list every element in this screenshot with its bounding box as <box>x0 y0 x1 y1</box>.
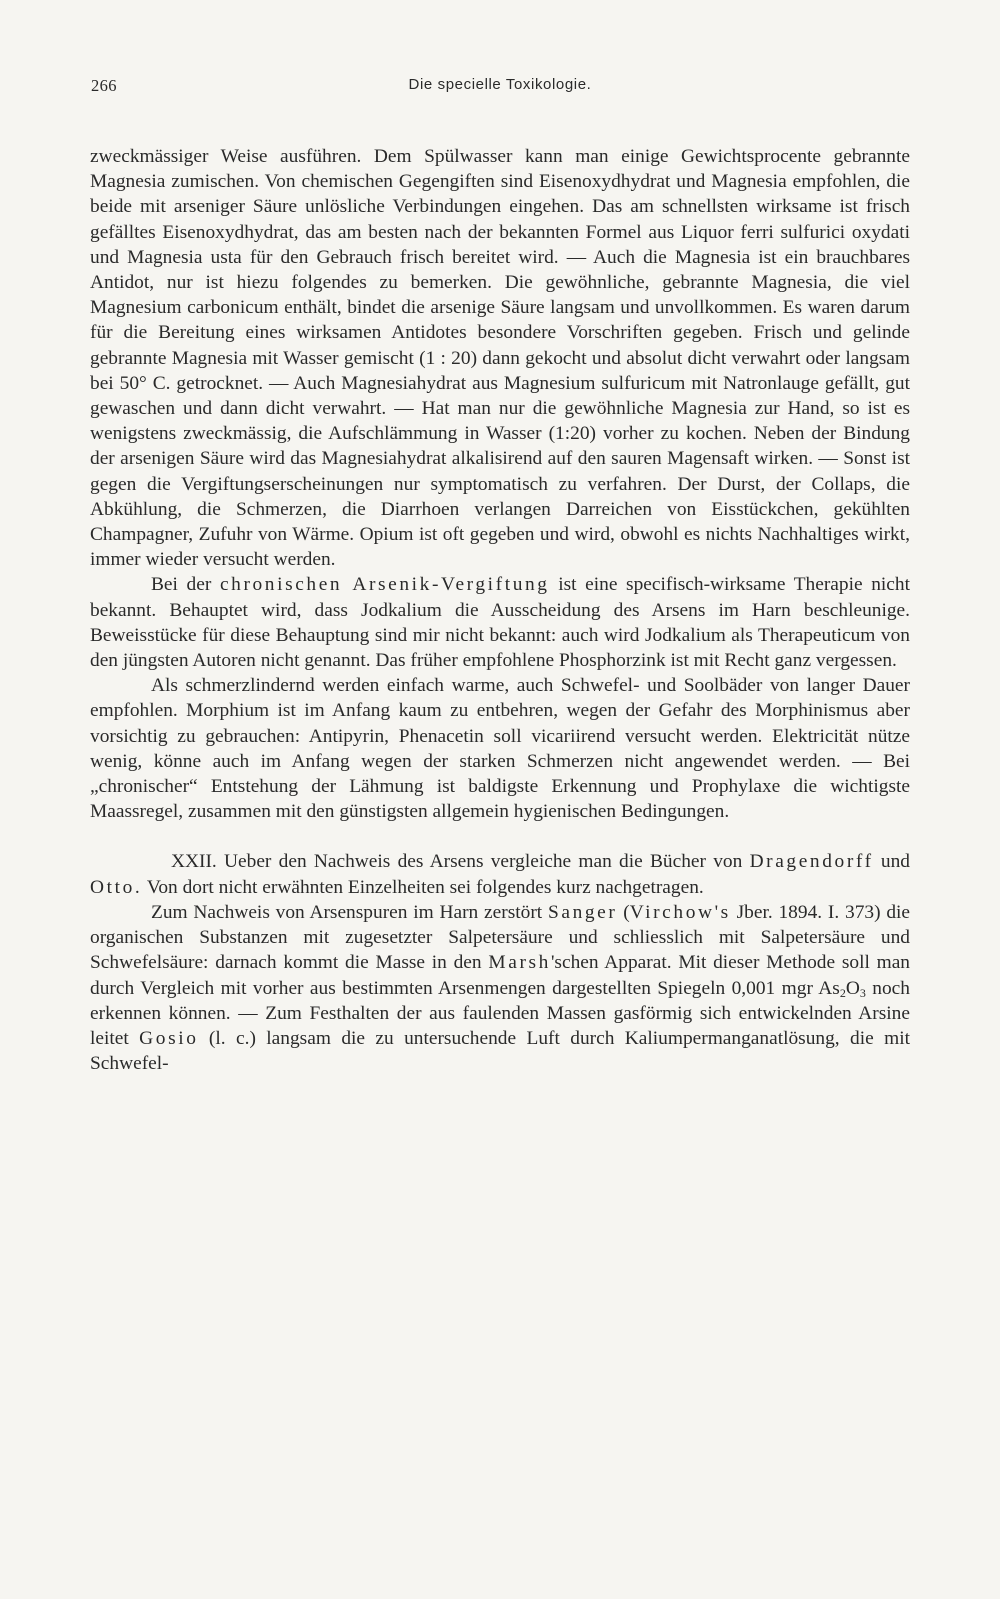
body-text <box>90 144 910 1076</box>
text-run: Zum Nachweis von Arsenspuren im Harn zerstört <box>151 901 543 923</box>
author-name: Dragendorff <box>749 851 874 873</box>
text-run: Bei der <box>151 574 212 596</box>
paragraph-arsenic-detection <box>90 900 910 1076</box>
running-header <box>90 66 910 106</box>
text-run: 'schen Apparat. Mit dieser Methode soll man durch Vergleich mit vorher aus bestimmten Arsenmengen dargestellten Spiegeln 0,001 mgr As <box>90 952 910 999</box>
paragraph-pain-relief: Als schmerzlindernd werden einfach warme, auch Schwefel- und Soolbäder von langer Dauer empfohlen. Morphium ist im Anfang kaum zu entbehren, wegen der Gefahr des Morphinismus aber vorsichtig zu gebrauchen: Antipyrin, Phenacetin soll vicariirend versucht werden. Elektricität nütze wenig, könne auch im Anfang wegen der starken Schmerzen nicht angewendet werden. — Bei „chronischer“ Entstehung der Lähmung ist baldigste Erkennung und Prophylaxe die wichtigste Maassregel, zusammen mit den günstigsten allgemein hygienischen Bedingungen. <box>90 675 910 823</box>
subscript: 3 <box>859 985 866 1000</box>
book-page <box>90 66 910 1566</box>
author-name: Virchow's <box>629 901 731 923</box>
text-run: O <box>845 977 860 999</box>
running-title: Die specielle Toxikologie. <box>408 76 592 93</box>
author-name: Marsh <box>488 952 551 974</box>
text-run: und <box>880 851 910 873</box>
text-run: Jber. 1894. I. 373) die organischen Substanzen mit zugesetzter Salpetersäure und schliesslich mit Salpetersäure und Schwefelsäure: darnach kommt die Masse in den <box>90 901 911 974</box>
subscript: 2 <box>839 985 846 1000</box>
paragraph-chronic-poisoning <box>90 572 910 673</box>
page-number: 266 <box>91 76 117 95</box>
text-run: Von dort nicht erwähnten Einzelheiten sei folgendes kurz nachgetragen. <box>146 876 704 898</box>
text-run: ist eine specifisch-wirksame Therapie nicht bekannt. Behauptet wird, dass Jodkalium die Ausscheidung des Arsens im Harn beschleunige. Beweisstücke für diese Behauptung sind mir nicht bekannt: auch wird Jodkalium als Therapeuticum von den jüngsten Autoren nicht genannt. Das früher empfohlene Phosphorzink ist mit Recht ganz vergessen. <box>90 574 910 672</box>
text-run: XXII. Ueber den Nachweis des Arsens vergleiche man die Bücher von <box>171 851 743 873</box>
author-name: Gosio <box>139 1027 199 1049</box>
emphasis-chronic-poisoning: chronischen Arsenik-Vergiftung <box>219 574 550 596</box>
author-name: Sanger <box>547 901 618 923</box>
author-name: Otto. <box>90 876 143 898</box>
text-run: (l. c.) langsam die zu untersuchende Luft durch Kaliumpermanganatlösung, die mit Schwefel- <box>90 1027 910 1075</box>
text-run: ( <box>623 901 630 923</box>
paragraph-section-xxii <box>90 849 910 899</box>
paragraph-antidotes: zweckmässiger Weise ausführen. Dem Spülwasser kann man einige Gewichtsprocente gebrannte Magnesia zumischen. Von chemischen Gegengiften sind Eisenoxydhydrat und Magnesia empfohlen, die beide mit arseniger Säure unlösliche Verbindungen eingehen. Das am schnellsten wirksame ist frisch gefälltes Eisenoxydhydrat, das am besten nach der bekannten Formel aus Liquor ferri sulfurici oxydati und Magnesia usta für den Gebrauch frisch bereitet wird. — Auch die Magnesia ist ein brauchbares Antidot, nur ist hiezu folgendes zu bemerken. Die gewöhnliche, gebrannte Magnesia, die viel Magnesium carbonicum enthält, bindet die arsenige Säure langsam und unvollkommen. Es waren darum für die Bereitung eines wirksamen Antidotes besondere Vorschriften gegeben. Frisch und gelinde gebrannte Magnesia mit Wasser gemischt (1 : 20) dann gekocht und absolut dicht verwahrt oder langsam bei 50° C. getrocknet. — Auch Magnesiahydrat aus Magnesium sulfuricum mit Natronlauge gefällt, gut gewaschen und dann dicht verwahrt. — Hat man nur die gewöhnliche Magnesia zur Hand, so ist es wenigstens zweckmässig, die Aufschlämmung in Wasser (1:20) vorher zu kochen. Neben der Bindung der arsenigen Säure wird das Magnesiahydrat alkalisirend auf den sauren Magensaft wirken. — Sonst ist gegen die Vergiftungserscheinungen nur symptomatisch zu verfahren. Der Durst, der Collaps, die Abkühlung, die Schmerzen, die Diarrhoen verlangen Darreichen von Eisstückchen, gekühlten Champagner, Zufuhr von Wärme. Opium ist oft gegeben und wird, obwohl es nichts Nachhaltiges wirkt, immer wieder versucht werden. <box>90 146 910 571</box>
text-run: noch erkennen können. — Zum Festhalten der aus faulenden Massen gasförmig sich entwickelnden Arsine leitet <box>90 977 910 1049</box>
